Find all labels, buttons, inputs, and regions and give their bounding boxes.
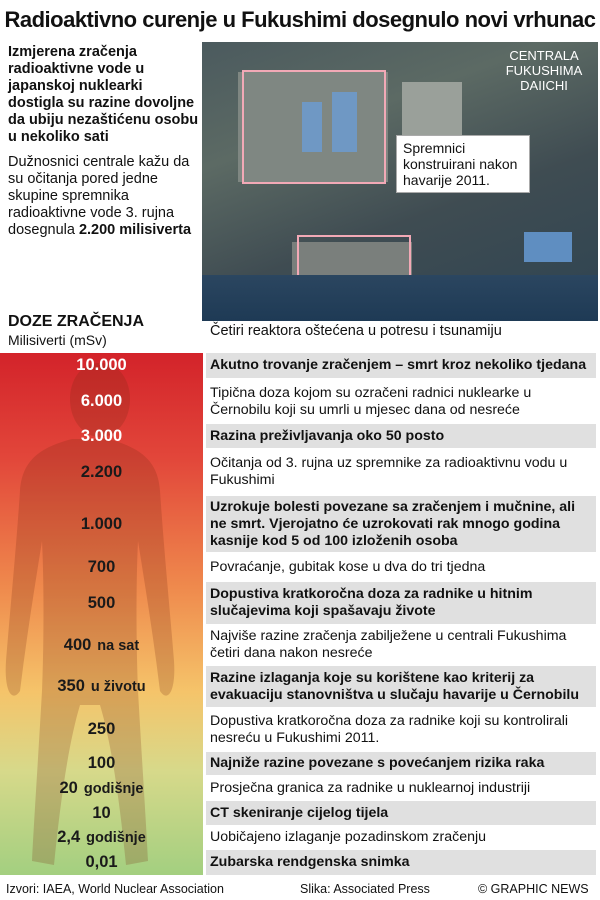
intro-lead: Izmjerena zračenja radioaktivne vode u japanskoj nuklearki dostigla su razine dovoljne da ubiju nezaštićenu osobu u nekoliko sati [8, 44, 199, 145]
dose-value [0, 353, 203, 378]
dose-description: Zubarska rendgenska snimka [206, 850, 596, 875]
dose-unit: u životu [90, 679, 146, 695]
dose-number: 20 [59, 779, 78, 797]
dose-value [0, 582, 203, 624]
dose-value [0, 666, 203, 707]
dose-description: Tipična doza kojom su ozračeni radnici nuklearke u Černobilu koji su umrli u mjesec dana od nesreće [210, 384, 532, 418]
dose-description: Razina preživljavanja oko 50 posto [206, 424, 596, 448]
intro-text [8, 44, 200, 239]
dose-unit: godišnje [86, 830, 146, 846]
dose-value [0, 708, 203, 751]
dose-value [0, 380, 203, 423]
dose-number: 400 [63, 636, 92, 654]
dose-description: Dopustiva kratkoročna doza za radnike u hitnim slučajevima koji spašavaju živote [206, 582, 596, 624]
dose-unit: godišnje [83, 781, 144, 797]
intro-body [8, 154, 200, 239]
dose-number: 2.200 [80, 463, 123, 481]
dose-description: Uzrokuje bolesti povezane sa zračenjem i mučnine, ali ne smrt. Vjerojatno će uzrokovati rak mnogo godina kasnije kod 5 od 100 izloženih osoba [206, 496, 596, 552]
sea [202, 275, 598, 321]
dose-number: 3.000 [80, 427, 123, 445]
row-divider [206, 875, 600, 876]
dose-value [0, 752, 203, 775]
dose-unit: na sat [97, 638, 140, 654]
dose-value [0, 553, 203, 581]
dose-number: 100 [87, 754, 116, 772]
tank-area-outline [242, 70, 386, 184]
dose-description: Uobičajeno izlaganje pozadinskom zračenju [210, 829, 487, 845]
dose-description: Povraćanje, gubitak kose u dva do tri tjedna [210, 558, 486, 575]
dose-number: 250 [87, 720, 116, 738]
dose-value [0, 826, 203, 849]
dose-scale-title: DOZE ZRAČENJA [8, 313, 145, 330]
dose-value [0, 424, 203, 448]
dose-value [0, 801, 203, 825]
photo-credit: Slika: Associated Press [300, 882, 430, 896]
dose-number: 1.000 [80, 515, 123, 533]
dose-description: Očitanja od 3. rujna uz spremnike za radioaktivnu vodu u Fukushimi [210, 455, 568, 488]
dose-description: Prosječna granica za radnike u nuklearnoj industriji [210, 779, 531, 796]
dose-scale-subtitle: Milisiverti (mSv) [8, 332, 107, 348]
dose-description: Akutno trovanje zračenjem – smrt kroz nekoliko tjedana [206, 353, 596, 378]
intro-body-value: 2.200 milisiverta [78, 222, 192, 238]
dose-value [0, 449, 203, 495]
dose-number: 0,01 [85, 853, 118, 871]
tanks-callout: Spremnici konstruirani nakon havarije 2011. [396, 135, 530, 193]
dose-number: 2,4 [57, 828, 81, 846]
footer [0, 878, 600, 900]
dose-value [0, 625, 203, 665]
dose-description: CT skeniranje cijelog tijela [206, 801, 596, 825]
page-title: Radioaktivno curenje u Fukushimi dosegnulo novi vrhunac [4, 7, 596, 32]
dose-number: 350 [57, 677, 85, 695]
dose-description: Najniže razine povezane s povećanjem rizika raka [206, 752, 596, 775]
dose-number: 10 [92, 804, 111, 822]
dose-description: Najviše razine zračenja zabilježene u centrali Fukushima četiri dana nakon nesreće [210, 628, 567, 661]
brand: © GRAPHIC NEWS [478, 882, 589, 896]
dose-value [0, 850, 203, 875]
dose-number: 6.000 [80, 392, 123, 410]
sources: Izvori: IAEA, World Nuclear Association [6, 882, 224, 896]
reactor-caption: Četiri reaktora oštećena u potresu i tsunamiju [210, 323, 502, 339]
intro-body-text: Dužnosnici centrale kažu da su očitanja pored jedne skupine spremnika radioaktivne vode 3. rujna dosegnula [8, 154, 190, 238]
dose-value [0, 776, 203, 800]
reactor-area-outline [297, 235, 411, 279]
dose-value [0, 496, 203, 552]
dose-description: Razine izlaganja koje su korištene kao kriterij za evakuaciju stanovništva u slučaju havarije u Černobilu [206, 666, 596, 707]
dose-number: 700 [87, 558, 116, 576]
plant-label: CENTRALA FUKUSHIMA DAIICHI [505, 48, 583, 93]
dose-number: 500 [87, 594, 116, 612]
dose-description: Dopustiva kratkoročna doza za radnike koji su kontrolirali nesreću u Fukushimi 2011. [210, 712, 569, 746]
dose-number: 10.000 [76, 356, 127, 374]
row-divider [206, 378, 600, 379]
